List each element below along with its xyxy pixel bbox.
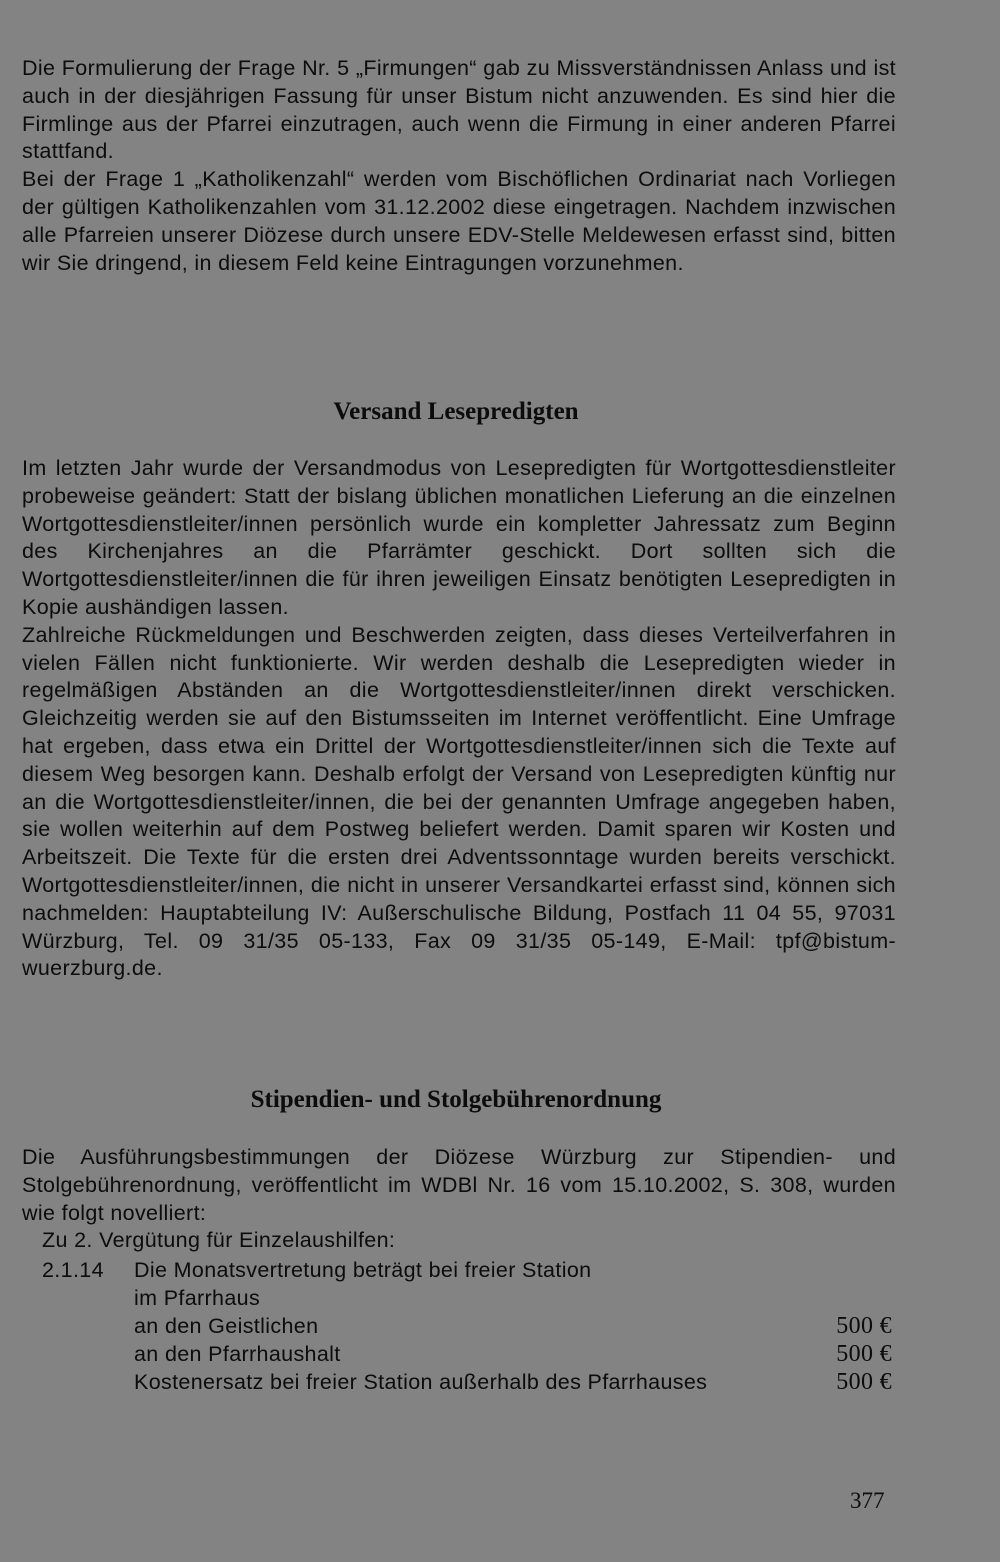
fee-location-row bbox=[42, 1284, 892, 1312]
fee-intro-text: Die Monatsvertretung beträgt bei freier Station bbox=[134, 1258, 592, 1282]
fee-row bbox=[42, 1312, 892, 1340]
paragraph-firmungen: Die Formulierung der Frage Nr. 5 „Firmungen“ gab zu Missverständnissen Anlass und ist auch in der diesjährigen Fassung für unser Bistum nicht anzuwenden. Es sind hier die Firmlinge aus der Pfarrei einzutragen, auch wenn die Firmung in einer anderen Pfarrei stattfand. bbox=[22, 56, 896, 164]
fee-amount: 500 € bbox=[836, 1313, 892, 1339]
paragraph-katholikenzahl: Bei der Frage 1 „Katholikenzahl“ werden vom Bischöflichen Ordinariat nach Vorliegen der gültigen Katholikenzahlen vom 31.12.2002 diese eingetragen. Nachdem inzwischen alle Pfarreien unserer Diözese durch unsere EDV-Stelle Meldewesen erfasst sind, bitten wir Sie dringend, in diesem Feld keine Eintragungen vorzunehmen. bbox=[22, 167, 896, 275]
fee-location-text: im Pfarrhaus bbox=[134, 1286, 261, 1310]
fee-intro-row bbox=[42, 1256, 892, 1284]
paragraph-ausfuehrungsbestimmungen: Die Ausführungsbestimmungen der Diözese Würzburg zur Stipendien- und Stolgebührenordnung, veröffentlicht im WDBl Nr. 16 vom 15.10.2002, S. 308, wurden wie folgt novelliert: bbox=[22, 1145, 896, 1225]
firmungen-section bbox=[22, 55, 896, 277]
stolgebuehren-section bbox=[22, 1144, 896, 1227]
heading-stolgebuehrenordnung: Stipendien- und Stolgebührenordnung bbox=[250, 1086, 662, 1113]
fee-row bbox=[42, 1368, 892, 1396]
item-label-verguetung: Zu 2. Vergütung für Einzelaushilfen: bbox=[42, 1228, 396, 1252]
fee-label: Kostenersatz bei freier Station außerhalb des Pfarrhauses bbox=[134, 1370, 708, 1394]
fee-section-number: 2.1.14 bbox=[42, 1258, 104, 1282]
paragraph-rueckmeldungen: Zahlreiche Rückmeldungen und Beschwerden zeigten, dass dieses Verteilverfahren in vielen Fällen nicht funktionierte. Wir werden deshalb die Lesepredigten wieder in regelmäßigen Abständen an die Wortgottesdienstleiter/innen direkt verschicken. Gleichzeitig werden sie auf den Bistumsseiten im Internet veröffentlicht. Eine Umfrage hat ergeben, dass etwa ein Drittel der Wortgottesdienstleiter/innen sich die Texte auf diesem Weg besorgen kann. Deshalb erfolgt der Versand von Lesepredigten künftig nur an die Wortgottesdienstleiter/innen, die bei der genannten Umfrage angegeben haben, sie wollen weiterhin auf dem Postweg beliefert werden. Damit sparen wir Kosten und Arbeitszeit. Die Texte für die ersten drei Adventssonntage wurden bereits verschickt. Wortgottesdienstleiter/innen, die nicht in unserer Versandkartei erfasst sind, können sich nachmelden: Hauptabteilung IV: Außerschulische Bildung, Postfach 11 04 55, 97031 Würzburg, Tel. 09 31/35 05-133, Fax 09 31/35 05-149, E-Mail: tpf@bistum-wuerzburg.de. bbox=[22, 622, 896, 981]
lesepredigten-section bbox=[22, 455, 896, 983]
paragraph-versandmodus: Im letzten Jahr wurde der Versandmodus von Lesepredigten für Wortgottesdienstleiter probeweise geändert: Statt der bislang üblichen monatlichen Lieferung an die einzelnen Wortgottesdienstleiter/innen persönlich wurde ein kompletter Jahressatz zum Beginn des Kirchenjahres an die Pfarrämter geschickt. Dort sollten sich die Wortgottesdienstleiter/innen die für ihren jeweiligen Einsatz benötigten Lesepredigten in Kopie aushändigen lassen. bbox=[22, 456, 896, 619]
page-number: 377 bbox=[850, 1488, 885, 1513]
fee-label: an den Pfarrhaushalt bbox=[134, 1342, 341, 1366]
fee-table bbox=[42, 1256, 892, 1396]
fee-row bbox=[42, 1340, 892, 1368]
fee-label: an den Geistlichen bbox=[134, 1314, 319, 1338]
fee-amount: 500 € bbox=[836, 1369, 892, 1395]
fee-amount: 500 € bbox=[836, 1341, 892, 1367]
heading-versand-lesepredigten: Versand Lesepredigten bbox=[333, 398, 579, 425]
